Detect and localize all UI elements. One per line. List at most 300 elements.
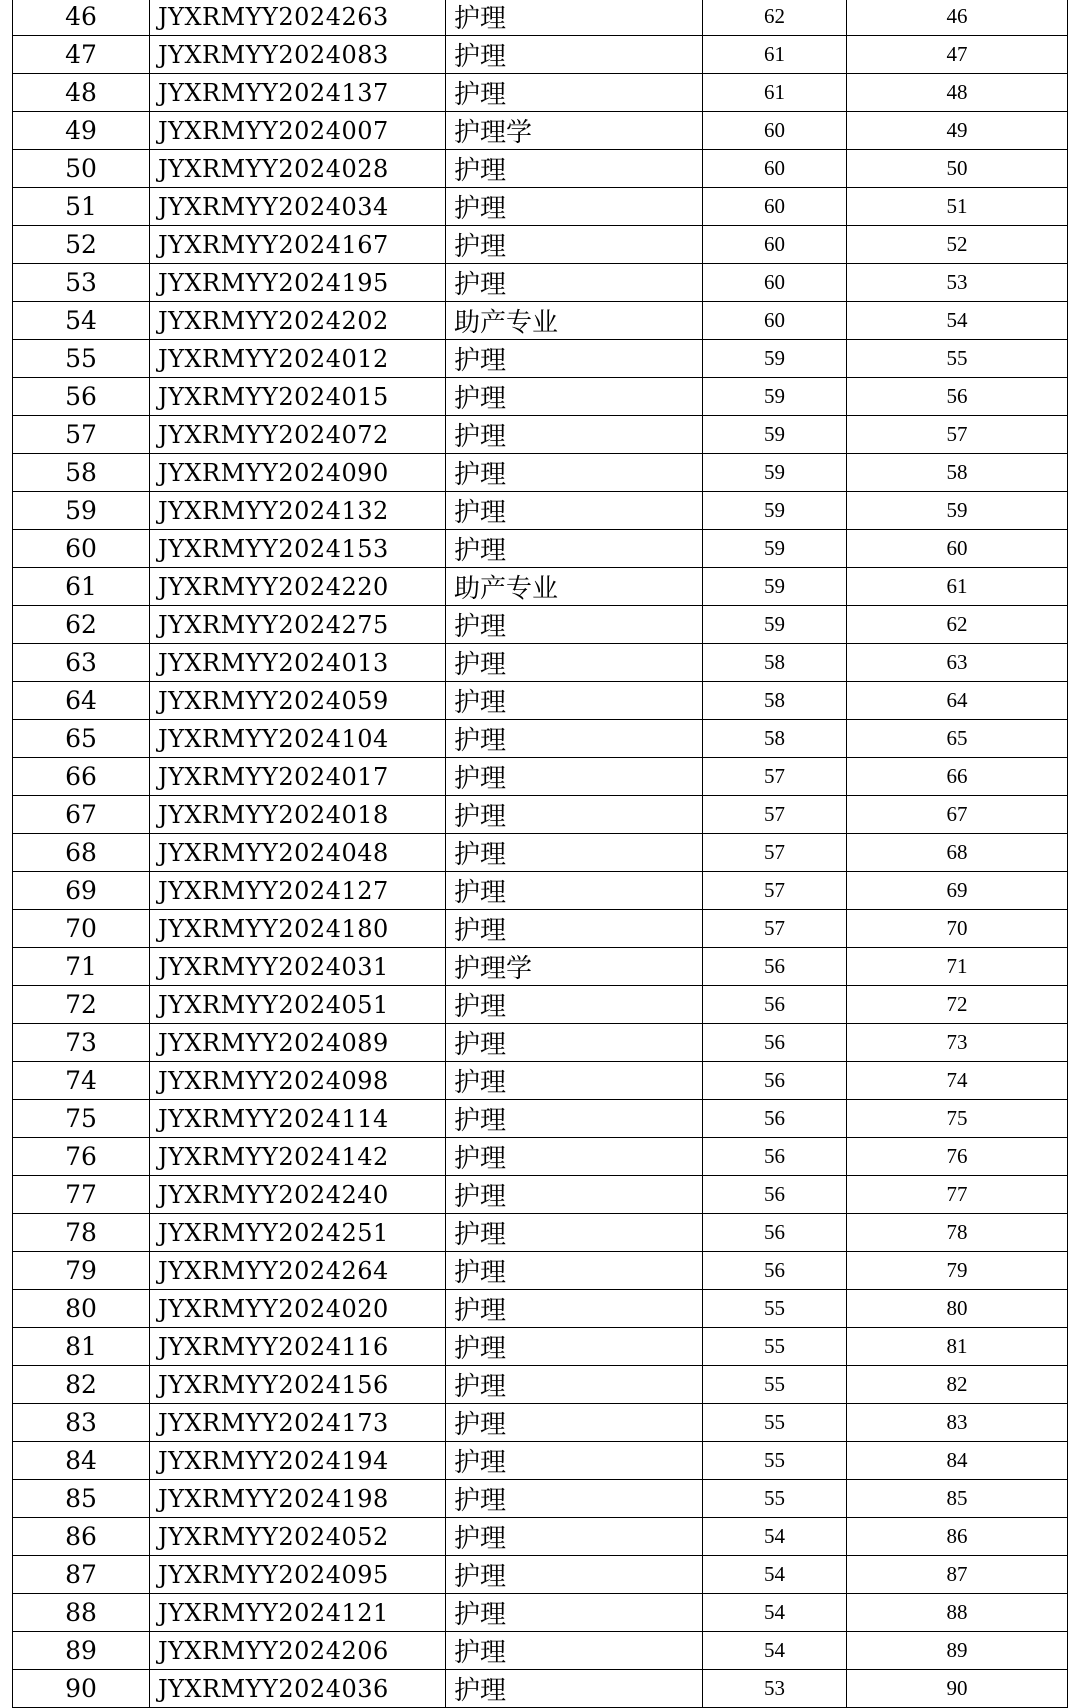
score-cell: 54 <box>703 1556 847 1594</box>
major-cell <box>446 1594 703 1632</box>
candidate-id-cell <box>150 530 446 568</box>
candidate-id-cell <box>150 1062 446 1100</box>
candidate-id-cell-text: JYXRMYY2024195 <box>158 268 389 297</box>
candidate-id-cell-text: JYXRMYY2024114 <box>158 1104 389 1133</box>
table-row <box>13 1024 1068 1062</box>
seq-cell: 74 <box>13 1062 150 1100</box>
table-row <box>13 1594 1068 1632</box>
table-row <box>13 1404 1068 1442</box>
candidate-id-cell <box>150 910 446 948</box>
candidate-id-cell-text: JYXRMYY2024263 <box>158 2 389 31</box>
major-cell <box>446 1214 703 1252</box>
major-cell <box>446 834 703 872</box>
candidate-id-cell <box>150 986 446 1024</box>
candidate-id-cell-text: JYXRMYY2024020 <box>158 1294 389 1323</box>
table-row <box>13 0 1068 36</box>
table-row <box>13 720 1068 758</box>
rank-cell: 76 <box>847 1138 1068 1176</box>
candidate-id-cell <box>150 1594 446 1632</box>
major-cell <box>446 720 703 758</box>
candidate-id-cell <box>150 1670 446 1708</box>
candidate-id-cell-text: JYXRMYY2024264 <box>158 1256 389 1285</box>
candidate-id-cell-text: JYXRMYY2024142 <box>158 1142 389 1171</box>
table-row <box>13 1290 1068 1328</box>
major-cell <box>446 340 703 378</box>
seq-cell: 84 <box>13 1442 150 1480</box>
seq-cell: 59 <box>13 492 150 530</box>
score-cell: 59 <box>703 492 847 530</box>
candidate-id-cell <box>150 416 446 454</box>
seq-cell: 46 <box>13 0 150 36</box>
rank-cell: 47 <box>847 36 1068 74</box>
candidate-id-cell-text: JYXRMYY2024167 <box>158 230 389 259</box>
major-cell <box>446 986 703 1024</box>
table-row <box>13 36 1068 74</box>
major-cell <box>446 150 703 188</box>
rank-cell: 82 <box>847 1366 1068 1404</box>
score-cell: 58 <box>703 682 847 720</box>
rank-cell: 80 <box>847 1290 1068 1328</box>
major-cell <box>446 1290 703 1328</box>
major-cell-text: 护理 <box>454 612 507 642</box>
candidate-id-cell <box>150 492 446 530</box>
score-cell: 56 <box>703 1176 847 1214</box>
major-cell <box>446 1556 703 1594</box>
candidate-id-cell-text: JYXRMYY2024028 <box>158 154 389 183</box>
candidate-id-cell-text: JYXRMYY2024018 <box>158 800 389 829</box>
major-cell-text: 护理 <box>454 1106 507 1136</box>
candidate-id-cell-text: JYXRMYY2024180 <box>158 914 389 943</box>
table-row <box>13 1556 1068 1594</box>
major-cell-text: 护理 <box>454 1524 507 1554</box>
candidate-id-cell <box>150 1442 446 1480</box>
table-row <box>13 910 1068 948</box>
score-cell: 54 <box>703 1632 847 1670</box>
major-cell-text: 助产专业 <box>454 308 559 338</box>
major-cell-text: 护理 <box>454 194 507 224</box>
score-cell: 55 <box>703 1290 847 1328</box>
table-row <box>13 416 1068 454</box>
table-row <box>13 1328 1068 1366</box>
major-cell-text: 护理 <box>454 536 507 566</box>
candidate-id-cell <box>150 1328 446 1366</box>
score-cell: 56 <box>703 1062 847 1100</box>
score-cell: 59 <box>703 378 847 416</box>
rank-cell: 57 <box>847 416 1068 454</box>
major-cell-text: 护理 <box>454 346 507 376</box>
table-row <box>13 226 1068 264</box>
table-row <box>13 1442 1068 1480</box>
seq-cell: 57 <box>13 416 150 454</box>
table-row <box>13 1480 1068 1518</box>
major-cell-text: 护理 <box>454 1258 507 1288</box>
candidate-id-cell-text: JYXRMYY2024031 <box>158 952 389 981</box>
seq-cell: 79 <box>13 1252 150 1290</box>
score-cell: 56 <box>703 948 847 986</box>
candidate-id-cell-text: JYXRMYY2024083 <box>158 40 389 69</box>
candidate-id-cell <box>150 1252 446 1290</box>
rank-cell: 79 <box>847 1252 1068 1290</box>
major-cell <box>446 492 703 530</box>
major-cell-text: 护理 <box>454 878 507 908</box>
seq-cell: 90 <box>13 1670 150 1708</box>
score-cell: 56 <box>703 986 847 1024</box>
score-cell: 55 <box>703 1328 847 1366</box>
major-cell <box>446 1670 703 1708</box>
major-cell-text: 护理 <box>454 270 507 300</box>
candidate-id-cell <box>150 1632 446 1670</box>
seq-cell: 76 <box>13 1138 150 1176</box>
score-cell: 57 <box>703 834 847 872</box>
table-row <box>13 1176 1068 1214</box>
candidate-id-cell <box>150 1480 446 1518</box>
major-cell-text: 护理 <box>454 384 507 414</box>
candidate-id-cell-text: JYXRMYY2024034 <box>158 192 389 221</box>
candidate-id-cell-text: JYXRMYY2024116 <box>158 1332 389 1361</box>
seq-cell: 87 <box>13 1556 150 1594</box>
table-row <box>13 1670 1068 1708</box>
table-row <box>13 872 1068 910</box>
candidate-id-cell <box>150 644 446 682</box>
seq-cell: 58 <box>13 454 150 492</box>
major-cell-text: 护理 <box>454 1030 507 1060</box>
candidate-id-cell <box>150 682 446 720</box>
seq-cell: 68 <box>13 834 150 872</box>
seq-cell: 71 <box>13 948 150 986</box>
seq-cell: 83 <box>13 1404 150 1442</box>
candidate-id-cell <box>150 340 446 378</box>
candidate-id-cell-text: JYXRMYY2024121 <box>158 1598 389 1627</box>
major-cell <box>446 1328 703 1366</box>
major-cell <box>446 1442 703 1480</box>
score-cell: 56 <box>703 1024 847 1062</box>
seq-cell: 65 <box>13 720 150 758</box>
major-cell <box>446 872 703 910</box>
major-cell <box>446 1062 703 1100</box>
candidate-id-cell-text: JYXRMYY2024090 <box>158 458 389 487</box>
seq-cell: 70 <box>13 910 150 948</box>
candidate-id-cell <box>150 1024 446 1062</box>
seq-cell: 80 <box>13 1290 150 1328</box>
table-row <box>13 454 1068 492</box>
score-cell: 58 <box>703 644 847 682</box>
seq-cell: 77 <box>13 1176 150 1214</box>
score-cell: 55 <box>703 1366 847 1404</box>
score-cell: 61 <box>703 74 847 112</box>
major-cell-text: 护理学 <box>454 954 533 984</box>
seq-cell: 47 <box>13 36 150 74</box>
table-row <box>13 1632 1068 1670</box>
candidate-id-cell-text: JYXRMYY2024153 <box>158 534 389 563</box>
major-cell-text: 护理 <box>454 802 507 832</box>
rank-cell: 84 <box>847 1442 1068 1480</box>
rank-cell: 55 <box>847 340 1068 378</box>
candidate-id-cell <box>150 568 446 606</box>
table-row <box>13 1100 1068 1138</box>
candidate-id-cell-text: JYXRMYY2024017 <box>158 762 389 791</box>
seq-cell: 67 <box>13 796 150 834</box>
seq-cell: 60 <box>13 530 150 568</box>
rank-cell: 48 <box>847 74 1068 112</box>
major-cell <box>446 416 703 454</box>
table-row <box>13 530 1068 568</box>
table-row <box>13 758 1068 796</box>
table-row <box>13 340 1068 378</box>
major-cell-text: 护理 <box>454 1068 507 1098</box>
rank-cell: 87 <box>847 1556 1068 1594</box>
candidate-id-cell-text: JYXRMYY2024198 <box>158 1484 389 1513</box>
table-row <box>13 606 1068 644</box>
candidate-id-cell <box>150 1556 446 1594</box>
seq-cell: 62 <box>13 606 150 644</box>
candidate-id-cell <box>150 112 446 150</box>
rank-cell: 86 <box>847 1518 1068 1556</box>
seq-cell: 75 <box>13 1100 150 1138</box>
candidate-id-cell <box>150 150 446 188</box>
rank-cell: 72 <box>847 986 1068 1024</box>
table-row <box>13 568 1068 606</box>
major-cell-text: 护理 <box>454 422 507 452</box>
rank-cell: 69 <box>847 872 1068 910</box>
score-cell: 55 <box>703 1442 847 1480</box>
candidate-id-cell-text: JYXRMYY2024104 <box>158 724 389 753</box>
score-cell: 56 <box>703 1138 847 1176</box>
major-cell-text: 护理 <box>454 764 507 794</box>
rank-cell: 65 <box>847 720 1068 758</box>
score-cell: 60 <box>703 188 847 226</box>
results-table <box>12 0 1068 1708</box>
seq-cell: 88 <box>13 1594 150 1632</box>
rank-cell: 52 <box>847 226 1068 264</box>
score-cell: 55 <box>703 1480 847 1518</box>
candidate-id-cell-text: JYXRMYY2024095 <box>158 1560 389 1589</box>
candidate-id-cell <box>150 1214 446 1252</box>
seq-cell: 73 <box>13 1024 150 1062</box>
major-cell-text: 助产专业 <box>454 574 559 604</box>
major-cell-text: 护理 <box>454 1410 507 1440</box>
rank-cell: 73 <box>847 1024 1068 1062</box>
score-cell: 59 <box>703 568 847 606</box>
major-cell <box>446 36 703 74</box>
candidate-id-cell-text: JYXRMYY2024089 <box>158 1028 389 1057</box>
major-cell <box>446 796 703 834</box>
major-cell-text: 护理 <box>454 688 507 718</box>
score-cell: 60 <box>703 264 847 302</box>
major-cell <box>446 910 703 948</box>
seq-cell: 72 <box>13 986 150 1024</box>
major-cell-text: 护理 <box>454 1296 507 1326</box>
score-cell: 59 <box>703 530 847 568</box>
candidate-id-cell-text: JYXRMYY2024127 <box>158 876 389 905</box>
major-cell <box>446 454 703 492</box>
table-row <box>13 492 1068 530</box>
candidate-id-cell-text: JYXRMYY2024007 <box>158 116 389 145</box>
table-row <box>13 1252 1068 1290</box>
rank-cell: 56 <box>847 378 1068 416</box>
candidate-id-cell <box>150 302 446 340</box>
candidate-id-cell-text: JYXRMYY2024206 <box>158 1636 389 1665</box>
table-row <box>13 834 1068 872</box>
seq-cell: 52 <box>13 226 150 264</box>
candidate-id-cell-text: JYXRMYY2024012 <box>158 344 389 373</box>
candidate-id-cell <box>150 758 446 796</box>
candidate-id-cell <box>150 74 446 112</box>
major-cell-text: 护理 <box>454 650 507 680</box>
major-cell <box>446 264 703 302</box>
score-cell: 57 <box>703 796 847 834</box>
score-cell: 57 <box>703 758 847 796</box>
major-cell-text: 护理 <box>454 460 507 490</box>
score-cell: 54 <box>703 1518 847 1556</box>
major-cell-text: 护理 <box>454 498 507 528</box>
table-row <box>13 188 1068 226</box>
seq-cell: 61 <box>13 568 150 606</box>
score-cell: 60 <box>703 302 847 340</box>
major-cell <box>446 1480 703 1518</box>
table-row <box>13 302 1068 340</box>
table-row <box>13 1518 1068 1556</box>
table-row <box>13 378 1068 416</box>
major-cell <box>446 1176 703 1214</box>
major-cell <box>446 606 703 644</box>
score-cell: 56 <box>703 1100 847 1138</box>
rank-cell: 59 <box>847 492 1068 530</box>
score-cell: 59 <box>703 606 847 644</box>
candidate-id-cell-text: JYXRMYY2024240 <box>158 1180 389 1209</box>
candidate-id-cell <box>150 796 446 834</box>
major-cell <box>446 226 703 264</box>
candidate-id-cell <box>150 872 446 910</box>
candidate-id-cell <box>150 606 446 644</box>
seq-cell: 64 <box>13 682 150 720</box>
candidate-id-cell <box>150 36 446 74</box>
seq-cell: 63 <box>13 644 150 682</box>
rank-cell: 89 <box>847 1632 1068 1670</box>
table-row <box>13 74 1068 112</box>
rank-cell: 74 <box>847 1062 1068 1100</box>
major-cell-text: 护理 <box>454 1676 507 1706</box>
major-cell <box>446 1518 703 1556</box>
score-cell: 58 <box>703 720 847 758</box>
candidate-id-cell-text: JYXRMYY2024194 <box>158 1446 389 1475</box>
candidate-id-cell <box>150 264 446 302</box>
score-cell: 54 <box>703 1594 847 1632</box>
rank-cell: 49 <box>847 112 1068 150</box>
candidate-id-cell-text: JYXRMYY2024036 <box>158 1674 389 1703</box>
rank-cell: 71 <box>847 948 1068 986</box>
seq-cell: 82 <box>13 1366 150 1404</box>
seq-cell: 55 <box>13 340 150 378</box>
table-row <box>13 1214 1068 1252</box>
candidate-id-cell-text: JYXRMYY2024098 <box>158 1066 389 1095</box>
major-cell <box>446 1100 703 1138</box>
candidate-id-cell <box>150 188 446 226</box>
seq-cell: 69 <box>13 872 150 910</box>
candidate-id-cell <box>150 1100 446 1138</box>
table-row <box>13 644 1068 682</box>
score-cell: 56 <box>703 1214 847 1252</box>
candidate-id-cell <box>150 226 446 264</box>
rank-cell: 62 <box>847 606 1068 644</box>
table-row <box>13 948 1068 986</box>
major-cell <box>446 948 703 986</box>
major-cell <box>446 568 703 606</box>
major-cell-text: 护理 <box>454 1600 507 1630</box>
table-row <box>13 112 1068 150</box>
major-cell-text: 护理 <box>454 1486 507 1516</box>
rank-cell: 70 <box>847 910 1068 948</box>
candidate-id-cell-text: JYXRMYY2024015 <box>158 382 389 411</box>
score-cell: 60 <box>703 112 847 150</box>
seq-cell: 81 <box>13 1328 150 1366</box>
major-cell-text: 护理 <box>454 1334 507 1364</box>
seq-cell: 85 <box>13 1480 150 1518</box>
major-cell <box>446 0 703 36</box>
rank-cell: 53 <box>847 264 1068 302</box>
table-row <box>13 150 1068 188</box>
major-cell-text: 护理 <box>454 916 507 946</box>
candidate-id-cell-text: JYXRMYY2024251 <box>158 1218 389 1247</box>
major-cell <box>446 644 703 682</box>
major-cell-text: 护理 <box>454 42 507 72</box>
rank-cell: 54 <box>847 302 1068 340</box>
candidate-id-cell-text: JYXRMYY2024051 <box>158 990 389 1019</box>
candidate-id-cell-text: JYXRMYY2024052 <box>158 1522 389 1551</box>
score-cell: 57 <box>703 910 847 948</box>
score-cell: 59 <box>703 340 847 378</box>
candidate-id-cell <box>150 1176 446 1214</box>
seq-cell: 89 <box>13 1632 150 1670</box>
rank-cell: 88 <box>847 1594 1068 1632</box>
rank-cell: 66 <box>847 758 1068 796</box>
rank-cell: 61 <box>847 568 1068 606</box>
candidate-id-cell-text: JYXRMYY2024275 <box>158 610 389 639</box>
score-cell: 53 <box>703 1670 847 1708</box>
seq-cell: 49 <box>13 112 150 150</box>
major-cell-text: 护理 <box>454 4 507 34</box>
major-cell-text: 护理学 <box>454 118 533 148</box>
candidate-id-cell-text: JYXRMYY2024132 <box>158 496 389 525</box>
score-cell: 62 <box>703 0 847 36</box>
rank-cell: 81 <box>847 1328 1068 1366</box>
candidate-id-cell-text: JYXRMYY2024202 <box>158 306 389 335</box>
major-cell <box>446 1404 703 1442</box>
score-cell: 55 <box>703 1404 847 1442</box>
major-cell <box>446 188 703 226</box>
candidate-id-cell <box>150 948 446 986</box>
table-row <box>13 1138 1068 1176</box>
major-cell <box>446 758 703 796</box>
score-cell: 59 <box>703 454 847 492</box>
results-table-body <box>13 0 1068 1708</box>
major-cell <box>446 1632 703 1670</box>
rank-cell: 60 <box>847 530 1068 568</box>
rank-cell: 64 <box>847 682 1068 720</box>
candidate-id-cell <box>150 1404 446 1442</box>
rank-cell: 67 <box>847 796 1068 834</box>
major-cell <box>446 302 703 340</box>
table-row <box>13 1366 1068 1404</box>
seq-cell: 86 <box>13 1518 150 1556</box>
candidate-id-cell <box>150 834 446 872</box>
table-row <box>13 682 1068 720</box>
candidate-id-cell-text: JYXRMYY2024137 <box>158 78 389 107</box>
major-cell-text: 护理 <box>454 80 507 110</box>
candidate-id-cell-text: JYXRMYY2024220 <box>158 572 389 601</box>
rank-cell: 77 <box>847 1176 1068 1214</box>
score-cell: 56 <box>703 1252 847 1290</box>
major-cell <box>446 1138 703 1176</box>
